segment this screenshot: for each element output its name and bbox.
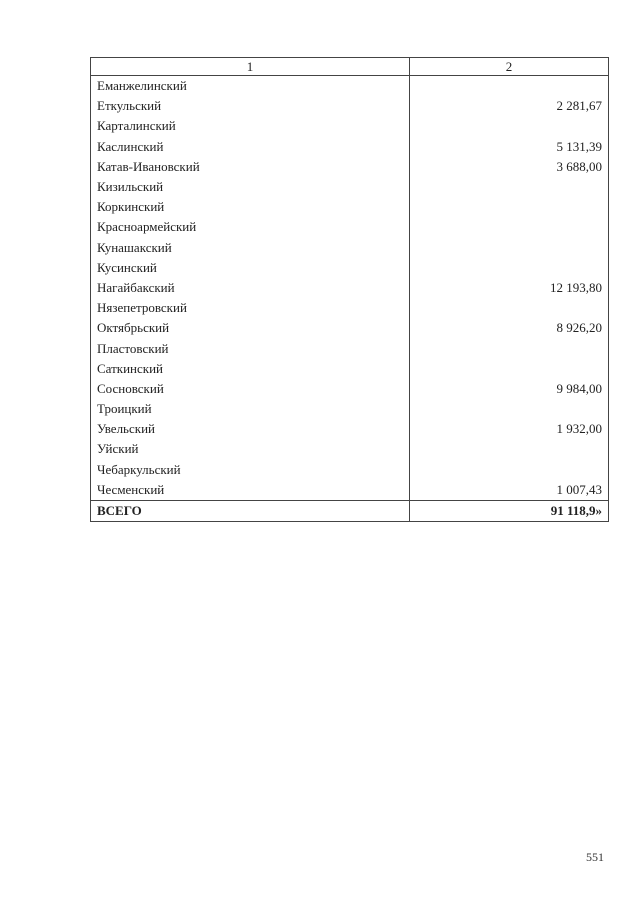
district-name-cell: Катав-Ивановский: [91, 157, 410, 177]
district-name-cell: Саткинский: [91, 359, 410, 379]
district-name-cell: Увельский: [91, 419, 410, 439]
amount-cell: [410, 177, 609, 197]
table-header-row: [91, 58, 609, 76]
table-row: [91, 217, 609, 237]
amount-cell: [410, 298, 609, 318]
table-row: [91, 460, 609, 480]
amount-cell: [410, 359, 609, 379]
district-name-cell: Нязепетровский: [91, 298, 410, 318]
amount-cell: 9 984,00: [410, 379, 609, 399]
table-row: [91, 359, 609, 379]
district-table: [90, 57, 609, 522]
table-row: [91, 278, 609, 298]
table-row: [91, 298, 609, 318]
amount-cell: [410, 439, 609, 459]
district-name-cell: Каслинский: [91, 137, 410, 157]
table-row: [91, 379, 609, 399]
column-header-1: 1: [91, 58, 410, 76]
table-body: [91, 76, 609, 501]
district-name-cell: Коркинский: [91, 197, 410, 217]
district-name-cell: Уйский: [91, 439, 410, 459]
table-row: [91, 338, 609, 358]
table-row: [91, 480, 609, 501]
total-value: 91 118,9»: [410, 500, 609, 521]
amount-cell: [410, 76, 609, 97]
table-row: [91, 439, 609, 459]
district-name-cell: Октябрьский: [91, 318, 410, 338]
table-row: [91, 197, 609, 217]
table-row: [91, 419, 609, 439]
amount-cell: 1 007,43: [410, 480, 609, 501]
district-name-cell: Чесменский: [91, 480, 410, 501]
amount-cell: 2 281,67: [410, 96, 609, 116]
table-row: [91, 177, 609, 197]
table-row: [91, 137, 609, 157]
total-row: [91, 500, 609, 521]
district-name-cell: Кусинский: [91, 258, 410, 278]
amount-cell: 12 193,80: [410, 278, 609, 298]
amount-cell: [410, 197, 609, 217]
total-label: ВСЕГО: [91, 500, 410, 521]
district-name-cell: Еманжелинский: [91, 76, 410, 97]
district-name-cell: Карталинский: [91, 116, 410, 136]
district-name-cell: Чебаркульский: [91, 460, 410, 480]
amount-cell: 3 688,00: [410, 157, 609, 177]
amount-cell: [410, 460, 609, 480]
amount-cell: [410, 238, 609, 258]
amount-cell: 8 926,20: [410, 318, 609, 338]
table-row: [91, 258, 609, 278]
district-name-cell: Красноармейский: [91, 217, 410, 237]
table-row: [91, 116, 609, 136]
district-name-cell: Кизильский: [91, 177, 410, 197]
district-name-cell: Еткульский: [91, 96, 410, 116]
amount-cell: [410, 258, 609, 278]
table-row: [91, 157, 609, 177]
district-name-cell: Пластовский: [91, 338, 410, 358]
amount-cell: [410, 116, 609, 136]
district-name-cell: Кунашакский: [91, 238, 410, 258]
table-row: [91, 96, 609, 116]
table-row: [91, 76, 609, 97]
amount-cell: [410, 399, 609, 419]
district-name-cell: Троицкий: [91, 399, 410, 419]
district-name-cell: Сосновский: [91, 379, 410, 399]
amount-cell: 1 932,00: [410, 419, 609, 439]
page-number: 551: [586, 850, 604, 864]
table-row: [91, 399, 609, 419]
amount-cell: 5 131,39: [410, 137, 609, 157]
district-name-cell: Нагайбакский: [91, 278, 410, 298]
column-header-2: 2: [410, 58, 609, 76]
amount-cell: [410, 338, 609, 358]
table-row: [91, 318, 609, 338]
table-row: [91, 238, 609, 258]
amount-cell: [410, 217, 609, 237]
